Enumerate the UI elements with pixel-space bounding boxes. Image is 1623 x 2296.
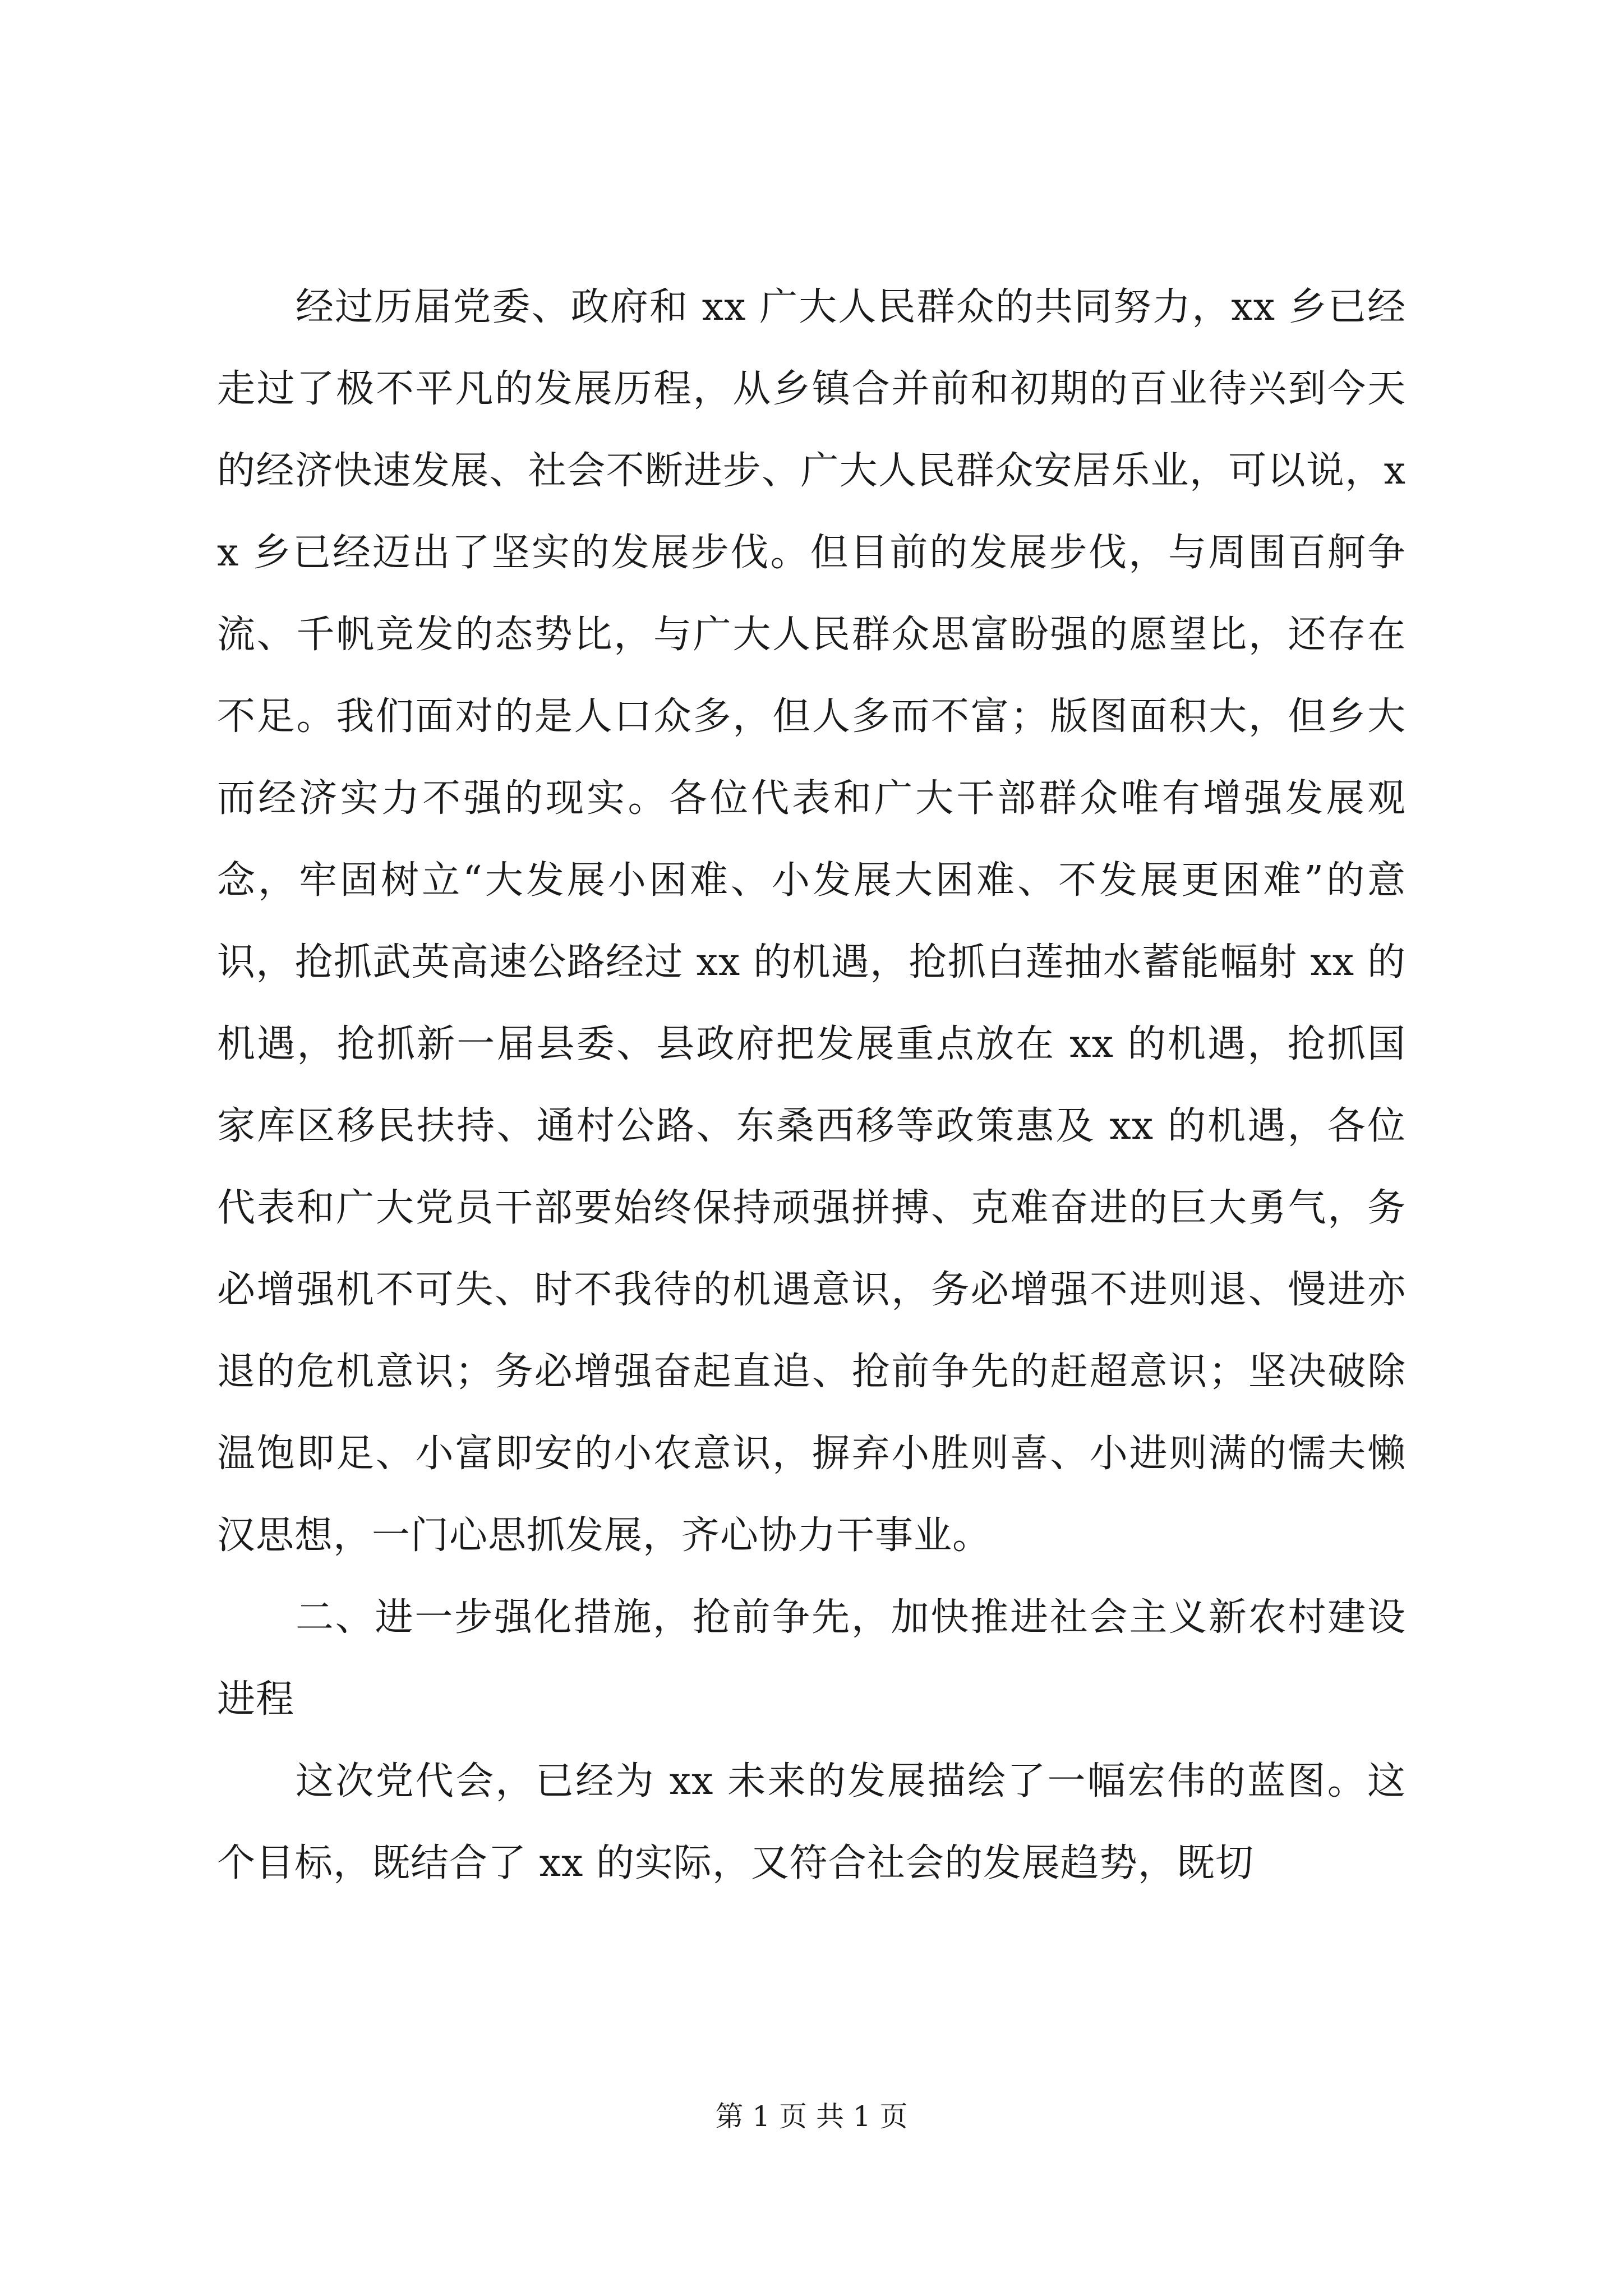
- body-paragraph: 经过历届党委、政府和 xx 广大人民群众的共同努力，xx 乡已经走过了极不平凡的发展历程，从乡镇合并前和初期的百业待兴到今天的经济快速发展、社会不断进步、广大人民群众安居乐业，可以说，xx 乡已经迈出了坚实的发展步伐。但目前的发展步伐，与周围百舸争流、千帆竞发的态势比，与广大人民群众思富盼强的愿望比，还存在不足。我们面对的是人口众多，但人多而不富；版图面积大，但乡大而经济实力不强的现实。各位代表和广大干部群众唯有增强发展观念，牢固树立“大发展小困难、小发展大困难、不发展更困难”的意识，抢抓武英高速公路经过 xx 的机遇，抢抓白莲抽水蓄能幅射 xx 的机遇，抢抓新一届县委、县政府把发展重点放在 xx 的机遇，抢抓国家库区移民扶持、通村公路、东桑西移等政策惠及 xx 的机遇，各位代表和广大党员干部要始终保持顽强拼搏、克难奋进的巨大勇气，务必增强机不可失、时不我待的机遇意识，务必增强不进则退、慢进亦退的危机意识；务必增强奋起直追、抢前争先的赶超意识；坚决破除温饱即足、小富即安的小农意识，摒弃小胜则喜、小进则满的懦夫懒汉思想，一门心思抓发展，齐心协力干事业。: [217, 285, 1406, 1558]
- page-footer: 第 1 页 共 1 页: [715, 2100, 908, 2133]
- document-body: [217, 266, 1406, 1904]
- section-heading: 二、进一步强化措施，抢前争先，加快推进社会主义新农村建设进程: [217, 1595, 1406, 1722]
- body-paragraph: 这次党代会，已经为 xx 未来的发展描绘了一幅宏伟的蓝图。这个目标，既结合了 xx 的实际，又符合社会的发展趋势，既切: [217, 1759, 1406, 1885]
